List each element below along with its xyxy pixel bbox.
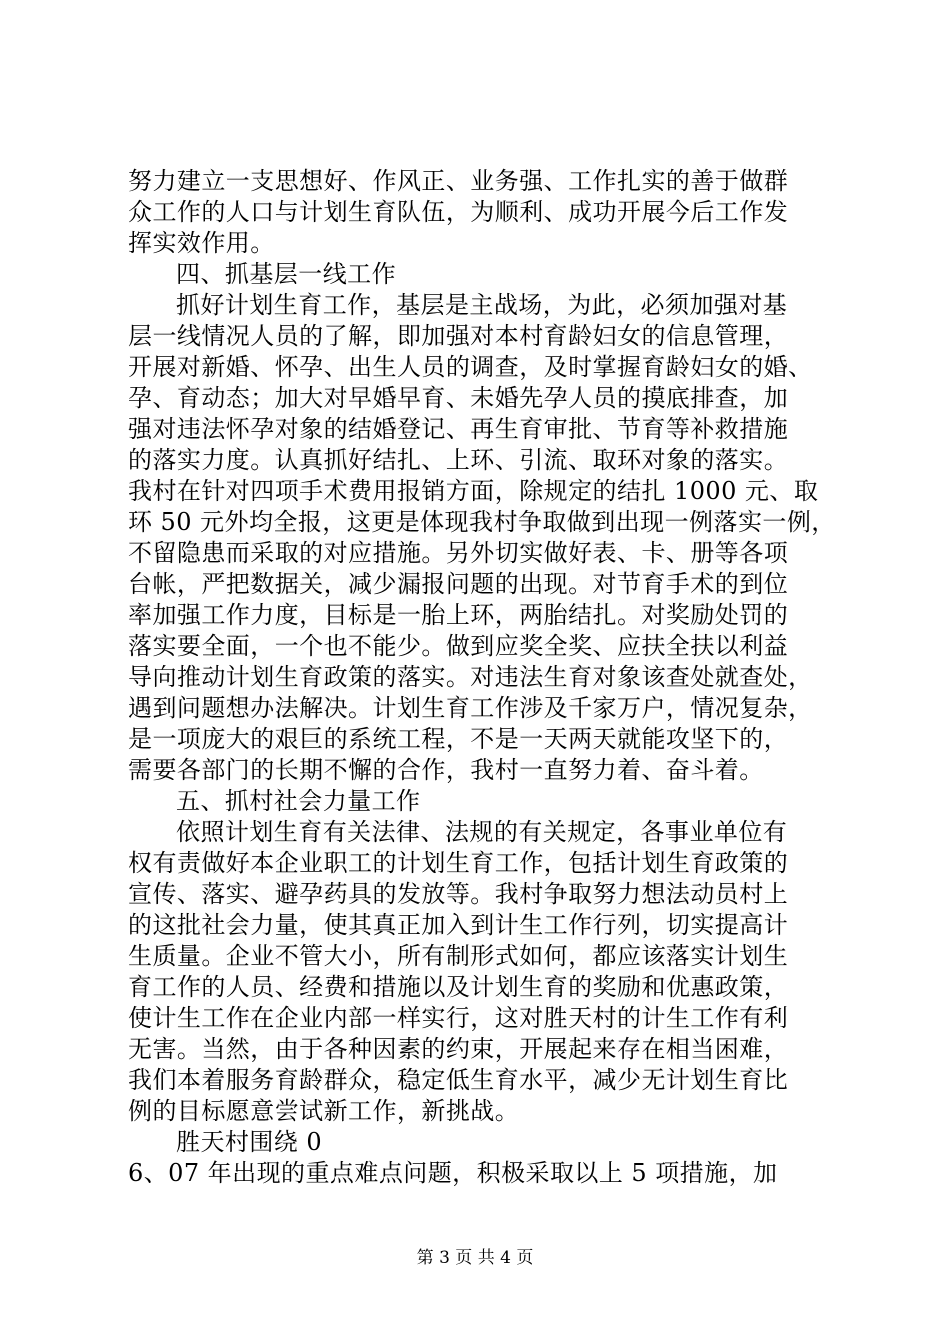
body-line: 不留隐患而采取的对应措施。另外切实做好表、卡、册等各项 [128, 539, 789, 567]
body-line: 导向推动计划生育政策的落实。对违法生育对象该查处就查处， [128, 663, 813, 691]
body-line: 的落实力度。认真抓好结扎、上环、引流、取环对象的落实。 [128, 446, 789, 474]
body-line: 众工作的人口与计划生育队伍，为顺利、成功开展今后工作发 [128, 198, 789, 226]
body-line: 的这批社会力量，使其真正加入到计生工作行列，切实提高计 [128, 911, 789, 939]
paragraph-start: 胜天村围绕 0 [176, 1128, 323, 1156]
body-line: 生质量。企业不管大小，所有制形式如何，都应该落实计划生 [128, 942, 789, 970]
body-line: 我们本着服务育龄群众，稳定低生育水平，减少无计划生育比 [128, 1066, 789, 1094]
body-line: 层一线情况人员的了解，即加强对本村育龄妇女的信息管理， [128, 322, 789, 350]
body-line: 是一项庞大的艰巨的系统工程，不是一天两天就能攻坚下的， [128, 725, 789, 753]
body-line: 环 50 元外均全报，这更是体现我村争取做到出现一例落实一例， [128, 508, 836, 536]
paragraph-start: 依照计划生育有关法律、法规的有关规定，各事业单位有 [176, 818, 788, 846]
body-line: 我村在针对四项手术费用报销方面，除规定的结扎 1000 元、取 [128, 477, 819, 505]
body-line: 育工作的人员、经费和措施以及计划生育的奖励和优惠政策， [128, 973, 789, 1001]
body-line: 需要各部门的长期不懈的合作，我村一直努力着、奋斗着。 [128, 756, 764, 784]
page-footer [0, 1243, 950, 1268]
body-line: 率加强工作力度，目标是一胎上环，两胎结扎。对奖励处罚的 [128, 601, 789, 629]
body-line: 遇到问题想办法解决。计划生育工作涉及千家万户，情况复杂， [128, 694, 813, 722]
body-line: 例的目标愿意尝试新工作，新挑战。 [128, 1097, 520, 1125]
body-line: 宣传、落实、避孕药具的发放等。我村争取努力想法动员村上 [128, 880, 789, 908]
document-body [128, 166, 836, 1189]
body-line: 挥实效作用。 [128, 229, 275, 257]
body-line: 使计生工作在企业内部一样实行，这对胜天村的计生工作有利 [128, 1004, 789, 1032]
body-line: 努力建立一支思想好、作风正、业务强、工作扎实的善于做群 [128, 167, 789, 195]
body-line: 开展对新婚、怀孕、出生人员的调查，及时掌握育龄妇女的婚、 [128, 353, 813, 381]
body-line: 强对违法怀孕对象的结婚登记、再生育审批、节育等补救措施 [128, 415, 789, 443]
page-number: 第 3 页 共 4 页 [416, 1248, 534, 1268]
paragraph-start: 抓好计划生育工作，基层是主战场，为此，必须加强对基 [176, 291, 788, 319]
body-line: 台帐，严把数据关，减少漏报问题的出现。对节育手术的到位 [128, 570, 789, 598]
body-line: 权有责做好本企业职工的计划生育工作，包括计划生育政策的 [128, 849, 789, 877]
body-line: 6、07 年出现的重点难点问题，积极采取以上 5 项措施，加 [128, 1159, 778, 1187]
body-line: 落实要全面，一个也不能少。做到应奖全奖、应扶全扶以利益 [128, 632, 789, 660]
body-line: 无害。当然，由于各种因素的约束，开展起来存在相当困难， [128, 1035, 789, 1063]
body-line: 孕、育动态；加大对早婚早育、未婚先孕人员的摸底排查，加 [128, 384, 789, 412]
section-heading: 五、抓村社会力量工作 [176, 787, 421, 815]
section-heading: 四、抓基层一线工作 [176, 260, 397, 288]
